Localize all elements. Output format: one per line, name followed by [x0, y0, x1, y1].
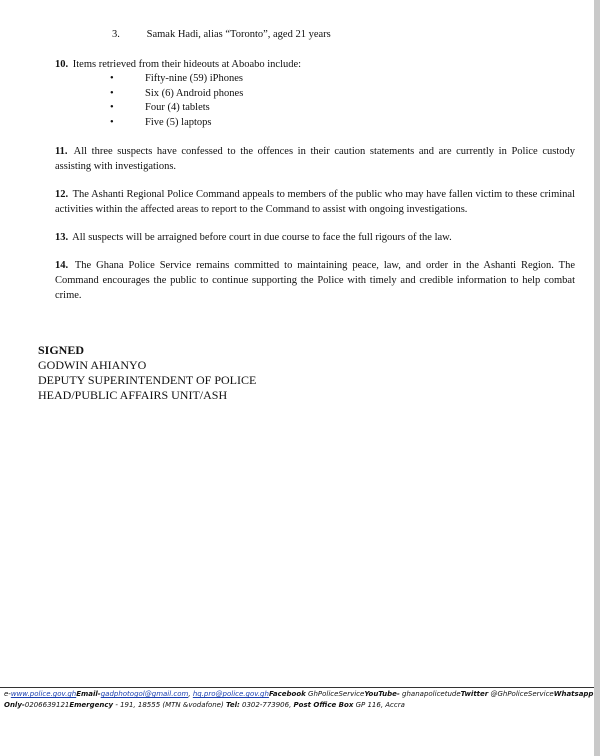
paragraph-14: [55, 258, 575, 303]
signatory-name: GODWIN AHIANYO: [38, 358, 147, 372]
whatsapp-label: Whatsapp: [553, 690, 594, 698]
footer-line-1: [4, 689, 594, 700]
paragraph-text: The Ghana Police Service remains committed to maintaining peace, law, and order in the Ashanti Region. The Command encourages the public to continue supporting the Police with timely and credible information to help combat crime.: [55, 260, 576, 301]
paragraph-text: The Ashanti Regional Police Command appeals to members of the public who may have fallen victim to these criminal activities within the affected areas to report to the Command to assist with ongoing investigations.: [55, 189, 575, 215]
suspect-number: 3.: [112, 29, 120, 40]
paragraph-12: [55, 187, 575, 217]
youtube-label: YouTube-: [364, 690, 400, 698]
emergency-numbers: - 191, 18555 (MTN &vodafone): [113, 701, 224, 709]
paragraph-text: Items retrieved from their hideouts at Aboabo include:: [72, 59, 302, 70]
facebook-label: Facebook: [268, 690, 306, 698]
list-item: [110, 72, 243, 87]
paragraph-text: All suspects will be arraigned before court in due course to face the full rigours of the law.: [72, 232, 452, 243]
list-item-text: Five (5) laptops: [145, 116, 212, 128]
twitter-handle: @GhPoliceService: [488, 690, 554, 698]
bullet-icon: •: [110, 116, 114, 128]
list-item-text: Four (4) tablets: [145, 102, 210, 113]
suspect-text: Samak Hadi, alias “Toronto”, aged 21 years: [146, 29, 331, 40]
list-item-text: Fifty-nine (59) iPhones: [145, 73, 243, 84]
signatory-unit: HEAD/PUBLIC AFFAIRS UNIT/ASH: [38, 388, 228, 402]
paragraph-13: [55, 230, 575, 245]
bullet-icon: •: [110, 87, 114, 99]
paragraph-text: All three suspects have confessed to the offences in their caution statements and are currently in Police custody assisting with investigations.: [55, 146, 575, 172]
contact-footer: [0, 687, 594, 711]
pobox-address: GP 116, Accra: [353, 701, 405, 709]
list-item: [110, 116, 243, 131]
email-separator: ,: [188, 690, 193, 698]
signed-label: SIGNED: [38, 343, 85, 357]
suspect-3-line: [112, 29, 331, 40]
items-list: [110, 72, 243, 130]
footer-line-2: [4, 700, 590, 711]
list-item: [110, 87, 243, 102]
bullet-icon: •: [110, 73, 114, 84]
signatory-rank: DEPUTY SUPERINTENDENT OF POLICE: [38, 373, 257, 387]
email-link-2[interactable]: hq.pro@police.gov.gh: [192, 690, 269, 698]
email-link-1[interactable]: gadphotogol@gmail.com: [100, 690, 189, 698]
paragraph-number: 10.: [55, 59, 69, 70]
website-link[interactable]: www.police.gov.gh: [10, 690, 77, 698]
paragraph-number: 13.: [55, 232, 69, 243]
youtube-handle: ghanapolicetude: [399, 690, 461, 698]
only-label: Only-: [4, 701, 25, 709]
email-label: Email-: [76, 690, 101, 698]
whatsapp-number: 0206639121: [24, 701, 70, 709]
list-item-text: Six (6) Android phones: [145, 87, 244, 99]
paragraph-number: 11.: [55, 146, 68, 157]
page-edge: [594, 0, 600, 756]
tel-number: 0302-773906,: [239, 701, 292, 709]
facebook-handle: GhPoliceService: [305, 690, 365, 698]
twitter-label: Twitter: [460, 690, 489, 698]
tel-label: Tel:: [225, 701, 240, 709]
bullet-icon: •: [110, 102, 114, 113]
pobox-label: Post Office Box: [293, 701, 354, 709]
paragraph-number: 14.: [55, 260, 69, 271]
signature-block: [38, 343, 256, 403]
footer-prefix: e-: [4, 690, 11, 698]
list-item: [110, 101, 243, 116]
paragraph-number: 12.: [55, 189, 69, 200]
paragraph-11: [55, 144, 575, 174]
emergency-label: Emergency: [69, 701, 114, 709]
paragraph-10: [55, 57, 575, 72]
